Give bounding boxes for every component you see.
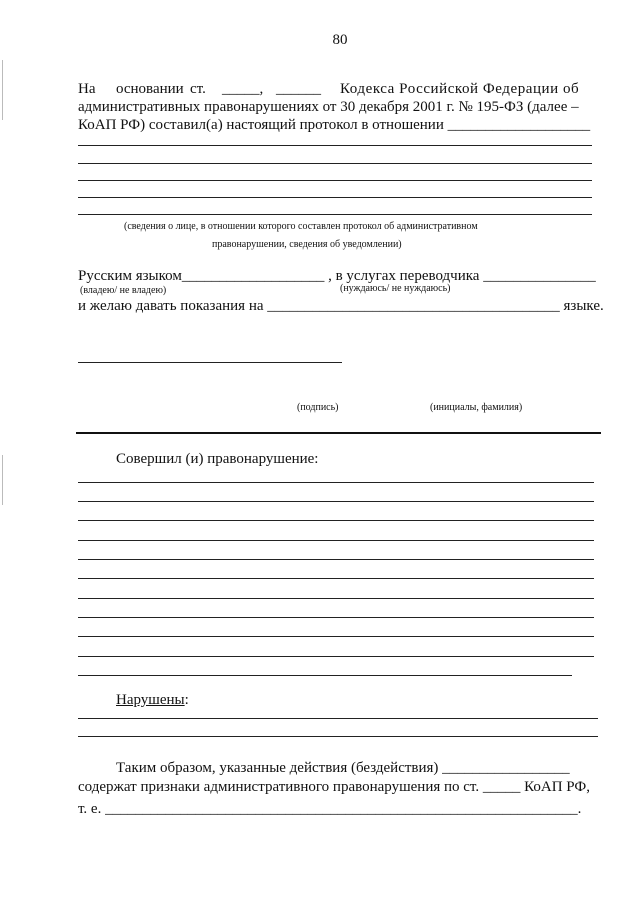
blank-line — [78, 636, 594, 637]
violated-heading — [116, 692, 189, 709]
blank-line — [78, 501, 594, 502]
violated-label: Нарушены — [116, 692, 185, 708]
intro-word: основании — [116, 81, 184, 97]
blank-line — [78, 540, 594, 541]
blank-line — [78, 180, 592, 181]
person-caption-2: правонарушении, сведения об уведомлении) — [212, 239, 402, 250]
person-caption: (сведения о лице, в отношении которого составлен протокол об административном — [124, 221, 478, 232]
intro-word: ст. — [190, 81, 206, 97]
page-number: 80 — [332, 32, 348, 48]
blank-line — [78, 718, 598, 719]
conclusion-line-2: содержат признаки административного правонарушения по ст. _____ КоАП РФ, — [78, 779, 590, 795]
signature-line — [78, 362, 342, 363]
violated-colon: : — [184, 692, 189, 708]
blank-line — [78, 482, 594, 483]
intro-part-blank: ______ — [276, 81, 321, 97]
language-own-caption: (владею/ не владею) — [80, 285, 167, 296]
blank-line — [78, 675, 572, 676]
conclusion-line-1: Таким образом, указанные действия (бездействия) _________________ — [116, 760, 570, 776]
intro-line-2: административных правонарушениях от 30 декабря 2001 г. № 195-ФЗ (далее – — [78, 99, 579, 115]
language-line: Русским языком___________________ , в услугах переводчика _______________ — [78, 268, 596, 284]
scan-edge — [2, 455, 3, 505]
blank-line — [78, 197, 592, 198]
intro-article-blank: _____, — [222, 81, 264, 97]
blank-line — [78, 214, 592, 215]
blank-line — [78, 520, 594, 521]
intro-word: На — [78, 81, 96, 97]
committed-heading: Совершил (и) правонарушение: — [116, 451, 319, 467]
intro-line-3: КоАП РФ) составил(а) настоящий протокол в отношении ___________________ — [78, 117, 591, 133]
blank-line — [78, 578, 594, 579]
conclusion-line-3: т. е. _______________________________________________________________. — [78, 801, 582, 817]
blank-line — [78, 736, 598, 737]
blank-line — [78, 617, 594, 618]
testimony-language-line: и желаю давать показания на _______________________________________ языке. — [78, 298, 604, 314]
name-caption: (инициалы, фамилия) — [430, 402, 523, 413]
section-divider — [76, 432, 601, 434]
intro-code-name: Кодекса Российской Федерации об — [340, 81, 580, 97]
blank-line — [78, 559, 594, 560]
blank-line — [78, 598, 594, 599]
scan-edge — [2, 60, 3, 120]
signature-caption: (подпись) — [297, 402, 339, 413]
interpreter-need-caption: (нуждаюсь/ не нуждаюсь) — [340, 283, 451, 294]
blank-line — [78, 163, 592, 164]
blank-line — [78, 145, 592, 146]
blank-line — [78, 656, 594, 657]
